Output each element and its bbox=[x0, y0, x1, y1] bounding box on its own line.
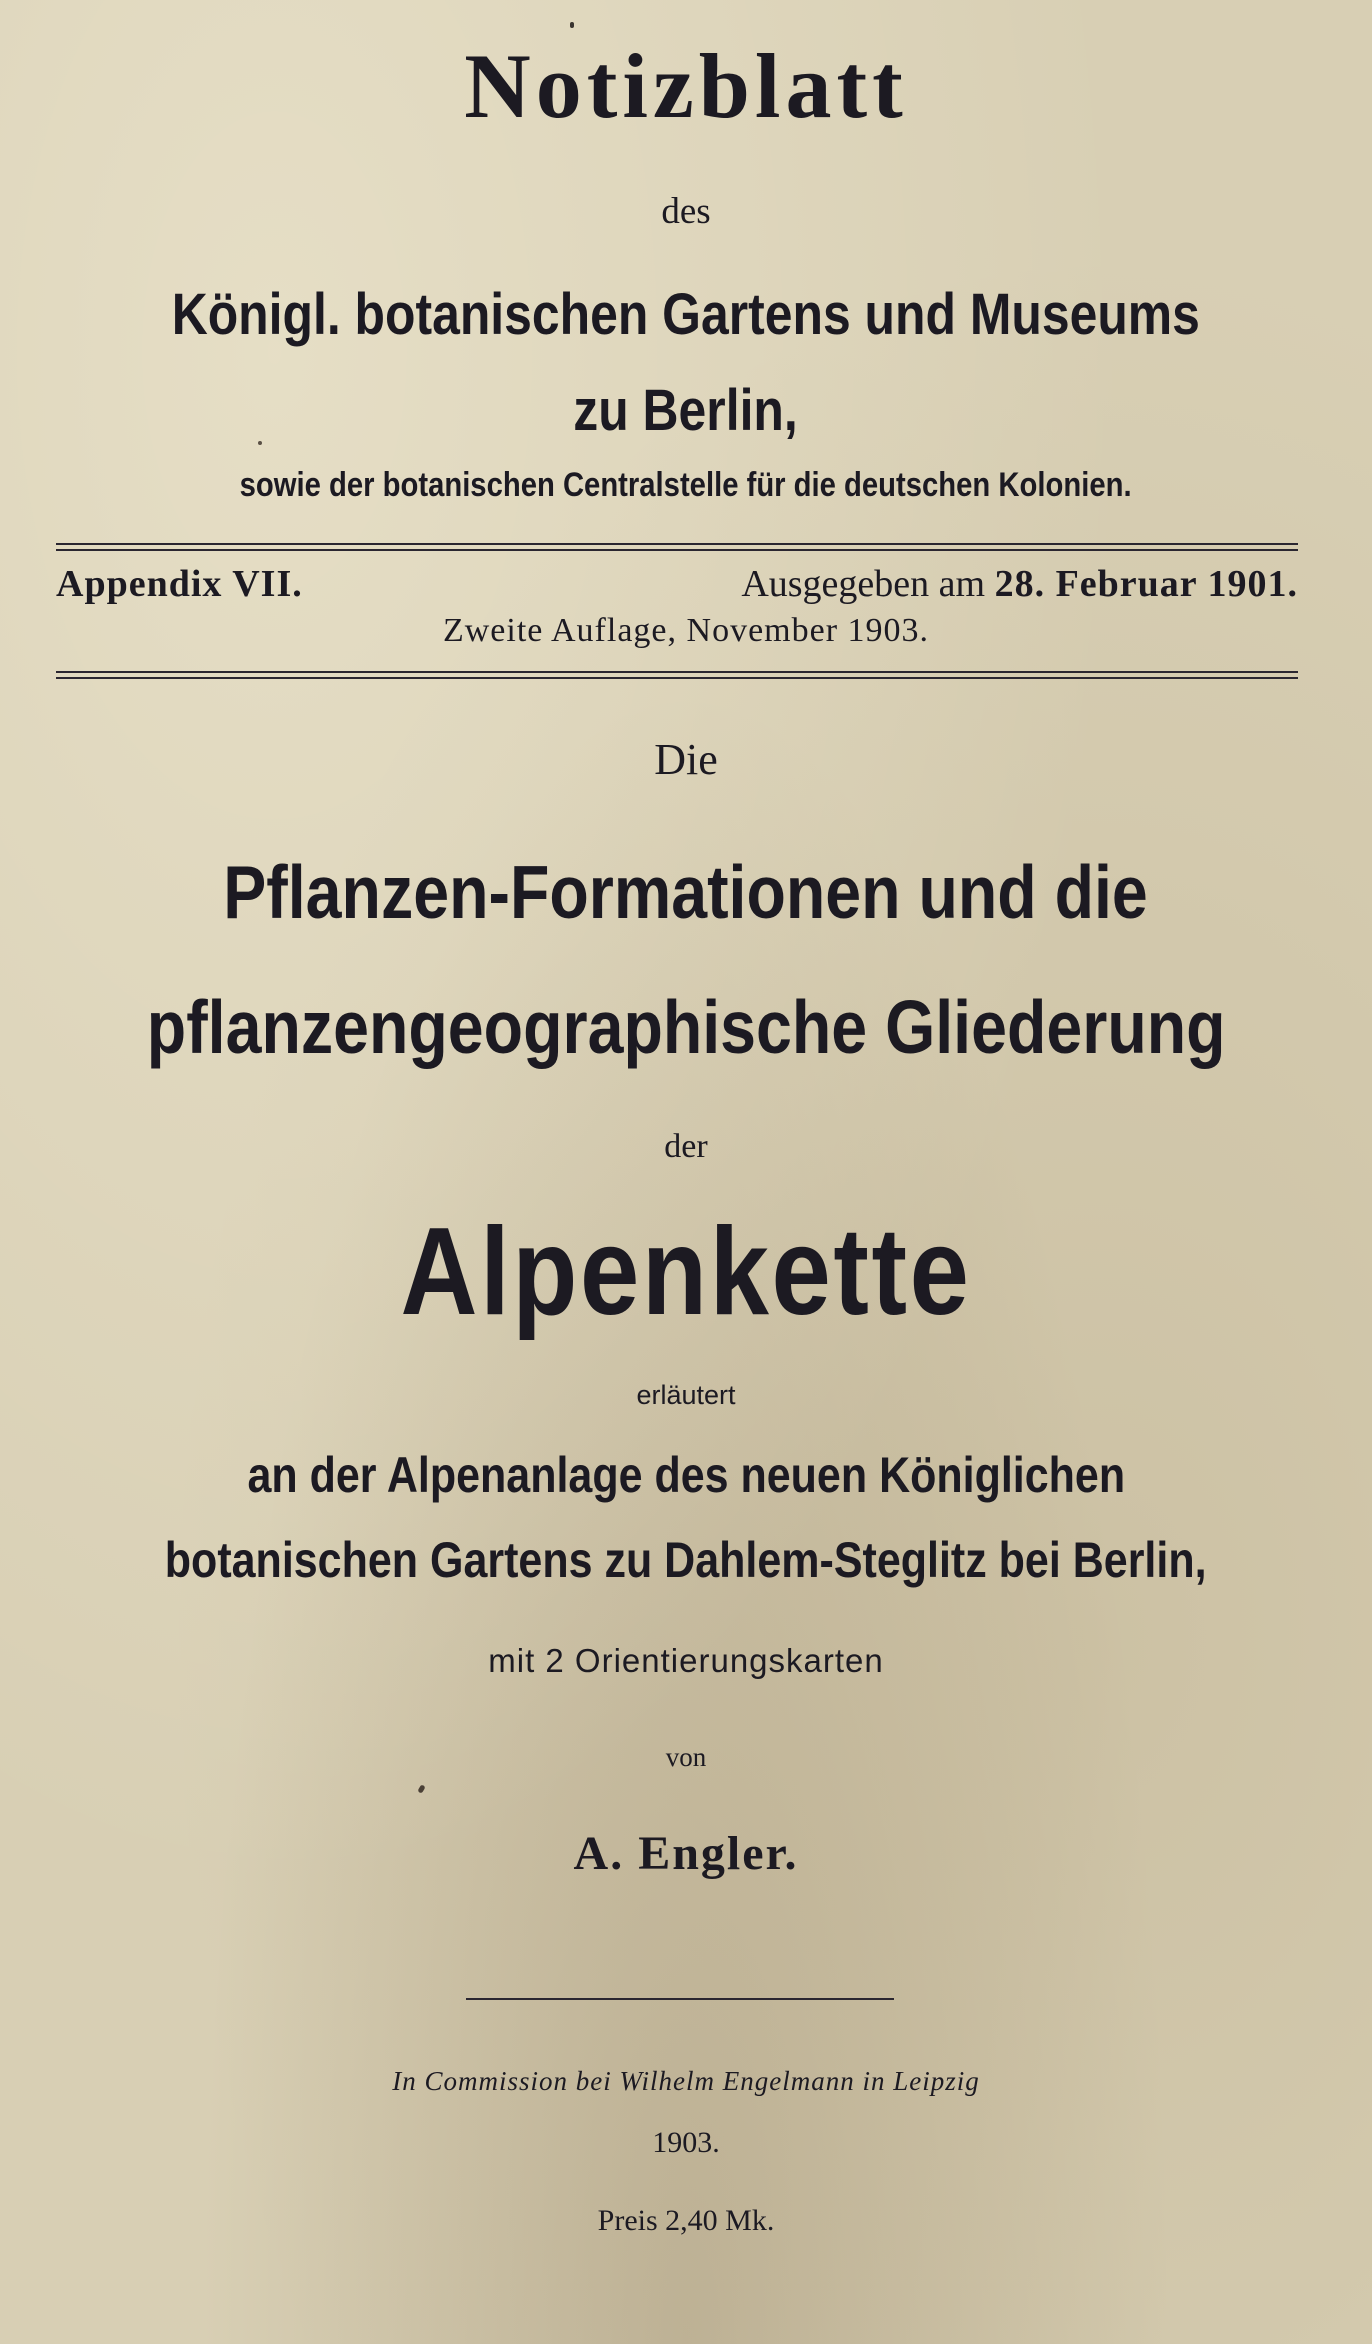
issue-date-group bbox=[741, 562, 1298, 606]
place-line-1-text: an der Alpenanlage des neuen Königlichen bbox=[247, 1447, 1125, 1503]
subject-title bbox=[0, 1203, 1372, 1341]
main-title-line-2 bbox=[0, 985, 1372, 1069]
publisher-commission: In Commission bei Wilhelm Engelmann in Leipzig bbox=[392, 2066, 980, 2096]
institution-line-1 bbox=[0, 282, 1372, 347]
institution-line-2 bbox=[0, 378, 1372, 443]
issued-date: 28. Februar 1901. bbox=[994, 563, 1298, 605]
paper-speck bbox=[417, 1784, 425, 1793]
issue-row bbox=[56, 562, 1298, 606]
issued-prefix: Ausgegeben am bbox=[741, 563, 986, 605]
separator-rule bbox=[466, 1998, 894, 2000]
paper-speck bbox=[570, 22, 574, 28]
by-label: von bbox=[665, 1742, 707, 1772]
main-title-line-2-text: pflanzengeographische Gliederung bbox=[146, 985, 1226, 1069]
maps-note: mit 2 Orientierungskarten bbox=[488, 1642, 884, 1679]
institution-line-1-text: Königl. botanischen Gartens und Museums bbox=[171, 282, 1201, 347]
paper-speck bbox=[258, 441, 262, 445]
double-rule-top bbox=[56, 543, 1298, 551]
place-line-2 bbox=[0, 1532, 1372, 1588]
publication-year: 1903. bbox=[652, 2126, 720, 2159]
institution-line-3 bbox=[0, 468, 1372, 502]
subject-title-text: Alpenkette bbox=[400, 1203, 972, 1341]
edition-line: Zweite Auflage, November 1903. bbox=[442, 612, 930, 649]
title-der: der bbox=[664, 1128, 708, 1165]
double-rule-bottom bbox=[56, 671, 1298, 679]
institution-line-3-text: sowie der botanischen Centralstelle für die deutschen Kolonien. bbox=[239, 466, 1132, 504]
institution-line-2-text: zu Berlin, bbox=[573, 378, 799, 443]
journal-des: des bbox=[661, 191, 711, 232]
erlaeutert-label: erläutert bbox=[636, 1380, 736, 1410]
main-title-line-1 bbox=[0, 850, 1372, 934]
place-line-1 bbox=[0, 1447, 1372, 1503]
title-die: Die bbox=[654, 735, 718, 784]
place-line-2-text: botanischen Gartens zu Dahlem-Steglitz bei Berlin, bbox=[165, 1532, 1207, 1588]
author-name: A. Engler. bbox=[573, 1827, 799, 1880]
journal-title: Notizblatt bbox=[464, 35, 908, 137]
appendix-label: Appendix VII. bbox=[56, 563, 303, 605]
main-title-line-1-text: Pflanzen-Formationen und die bbox=[223, 850, 1149, 934]
price: Preis 2,40 Mk. bbox=[597, 2204, 775, 2237]
